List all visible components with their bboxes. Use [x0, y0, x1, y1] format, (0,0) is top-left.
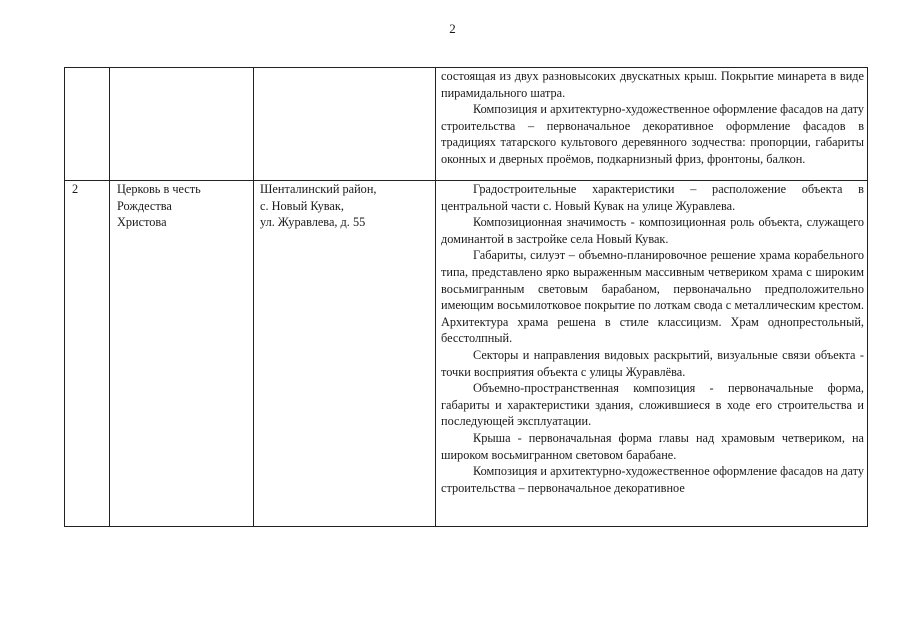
object-name-cell: [110, 181, 254, 527]
object-address-cell: [254, 68, 436, 181]
description-paragraph: Композиция и архитектурно-художественное оформление фасадов на дату строительства – первоначальное декоративное: [441, 464, 864, 495]
description-paragraph: Композиция и архитектурно-художественное оформление фасадов на дату строительства – первоначальное декоративное оформление фасадов в традициях татарского культового деревянного зодчества: пропорции, габариты оконных и дверных проёмов, подкарнизный фриз, фронтоны, балкон.: [441, 102, 864, 166]
description-paragraph: Секторы и направления видовых раскрытий, визуальные связи объекта - точки восприятия объекта с улицы Журавлёва.: [441, 347, 864, 379]
description-paragraph: Крыша - первоначальная форма главы над храмовым четвериком, на широком восьмигранном световом барабане.: [441, 430, 864, 462]
object-name: Церковь в честь Рождества Христова: [117, 182, 201, 230]
description-paragraph: состоящая из двух разновысоких двускатных крыш. Покрытие минарета в виде пирамидального шатра.: [441, 69, 864, 100]
object-description-cell: [436, 181, 868, 527]
object-name-cell: [110, 68, 254, 181]
page-number: 2: [449, 21, 456, 36]
row-number-cell: [65, 68, 110, 181]
description-paragraph: Градостроительные характеристики – расположение объекта в центральной части с. Новый Кувак на улице Журавлева.: [441, 182, 864, 213]
object-description-cell: [436, 68, 868, 181]
table-row: [65, 68, 868, 181]
description-paragraph: Габариты, силуэт – объемно-планировочное решение храма корабельного типа, представлено ярко выраженным массивным четвериком храма с широким восьмигранным световым барабаном, первоначально предположительно имеющим восьмилотковое покрытие по лоткам свода с металлическим крестом. Архитектура храма решена в стиле классицизм. Храм однопрестольный, бесстолпный.: [441, 248, 864, 346]
heritage-object-table: [64, 67, 868, 527]
description-paragraph: Композиционная значимость - композиционная роль объекта, служащего доминантой в застройке села Новый Кувак.: [441, 215, 864, 246]
row-number-cell: [65, 181, 110, 527]
object-address-cell: [254, 181, 436, 527]
object-address: Шенталинский район, с. Новый Кувак, ул. Журавлева, д. 55: [260, 182, 377, 230]
description-paragraph: Объемно-пространственная композиция - первоначальные форма, габариты и характеристики здания, сложившиеся в ходе его строительства и последующей эксплуатации.: [441, 381, 864, 429]
row-number: 2: [72, 182, 79, 196]
table-row: [65, 181, 868, 527]
